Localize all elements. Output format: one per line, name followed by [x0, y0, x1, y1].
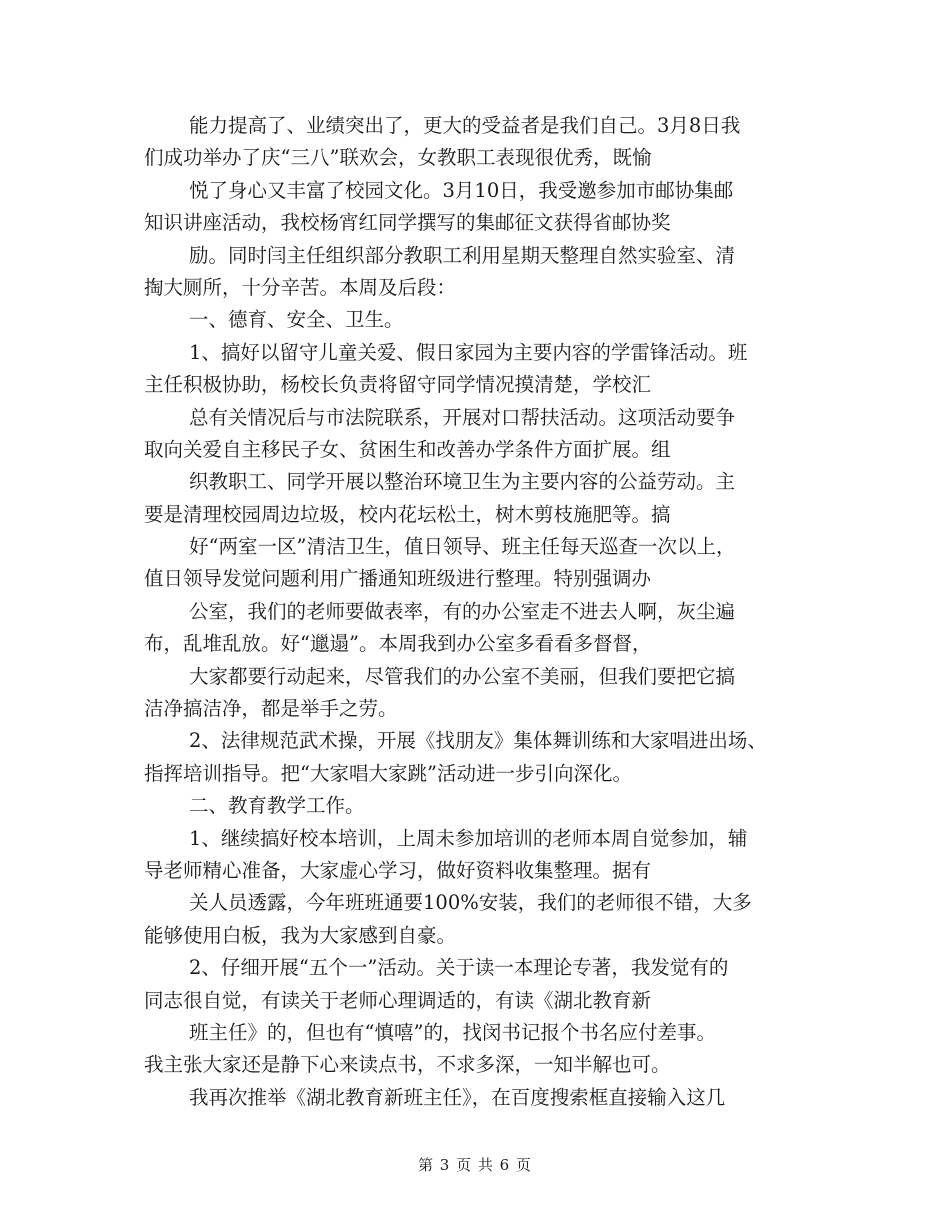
- text-line: 织教职工、同学开展以整治环境卫生为主要内容的公益劳动。主: [189, 470, 736, 494]
- text-line: 指挥培训指导。把“大家唱大家跳”活动进一步引向深化。: [144, 761, 632, 785]
- text-line: 公室，我们的老师要做表率，有的办公室走不进去人啊，灰尘遍: [189, 599, 736, 623]
- text-line: 二、教育教学工作。: [189, 794, 365, 818]
- text-line: 同志很自觉，有读关于老师心理调适的，有读《湖北教育新: [144, 988, 652, 1012]
- text-line: 布，乱堆乱放。好“邋遢”。本周我到办公室多看看多督督，: [144, 632, 652, 656]
- text-line: 掏大厕所，十分辛苦。本周及后段：: [144, 275, 457, 299]
- text-line: 我主张大家还是静下心来读点书，不求多深，一知半解也可。: [144, 1053, 671, 1077]
- text-line: 悦了身心又丰富了校园文化。3月10日，我受邀参加市邮协集邮: [189, 178, 734, 202]
- text-line: 我再次推举《湖北教育新班主任》，在百度搜索框直接输入这几: [189, 1085, 726, 1109]
- text-line: 能够使用白板，我为大家感到自豪。: [144, 923, 457, 947]
- body-text: [144, 110, 824, 1114]
- text-line: 值日领导发觉问题利用广播通知班级进行整理。特别强调办: [144, 567, 652, 591]
- text-line: 洁净搞洁净，都是举手之劳。: [144, 697, 398, 721]
- text-line: 关人员透露，今年班班通要100%安装，我们的老师很不错，大多: [189, 891, 752, 915]
- text-line: 励。同时闫主任组织部分教职工利用星期天整理自然实验室、清: [189, 243, 736, 267]
- text-line: 大家都要行动起来，尽管我们的办公室不美丽，但我们要把它搞: [189, 664, 736, 688]
- text-line: 1、搞好以留守儿童关爱、假日家园为主要内容的学雷锋活动。班: [189, 340, 748, 364]
- text-line: 主任积极协助，杨校长负责将留守同学情况摸清楚，学校汇: [144, 373, 652, 397]
- text-line: 一、德育、安全、卫生。: [189, 308, 404, 332]
- text-line: 知识讲座活动，我校杨宵红同学撰写的集邮征文获得省邮协奖: [144, 211, 671, 235]
- page-footer: 第 3 页 共 6 页: [418, 1156, 532, 1174]
- text-line: 2、仔细开展“五个一”活动。关于读一本理论专著，我发觉有的: [189, 956, 729, 980]
- text-line: 取向关爱自主移民子女、贫困生和改善办学条件方面扩展。组: [144, 437, 671, 461]
- text-line: 要是清理校园周边垃圾，校内花坛松土，树木剪枝施肥等。搞: [144, 502, 671, 526]
- text-line: 总有关情况后与市法院联系，开展对口帮扶活动。这项活动要争: [189, 405, 736, 429]
- text-line: 好“两室一区”清洁卫生，值日领导、班主任每天巡查一次以上，: [189, 535, 736, 559]
- text-line: 导老师精心准备，大家虚心学习，做好资料收集整理。据有: [144, 858, 652, 882]
- text-line: 班主任》的，但也有“慎嘻”的，找闵书记报个书名应付差事。: [189, 1020, 716, 1044]
- text-line: 们成功举办了庆“三八”联欢会，女教职工表现很优秀，既愉: [144, 146, 652, 170]
- text-line: 能力提高了、业绩突出了，更大的受益者是我们自己。3月8日我: [189, 114, 741, 137]
- text-line: 2、法律规范武术操，开展《找朋友》集体舞训练和大家唱进出场、: [189, 729, 767, 753]
- text-line: 1、继续搞好校本培训，上周未参加培训的老师本周自觉参加，辅: [189, 826, 748, 850]
